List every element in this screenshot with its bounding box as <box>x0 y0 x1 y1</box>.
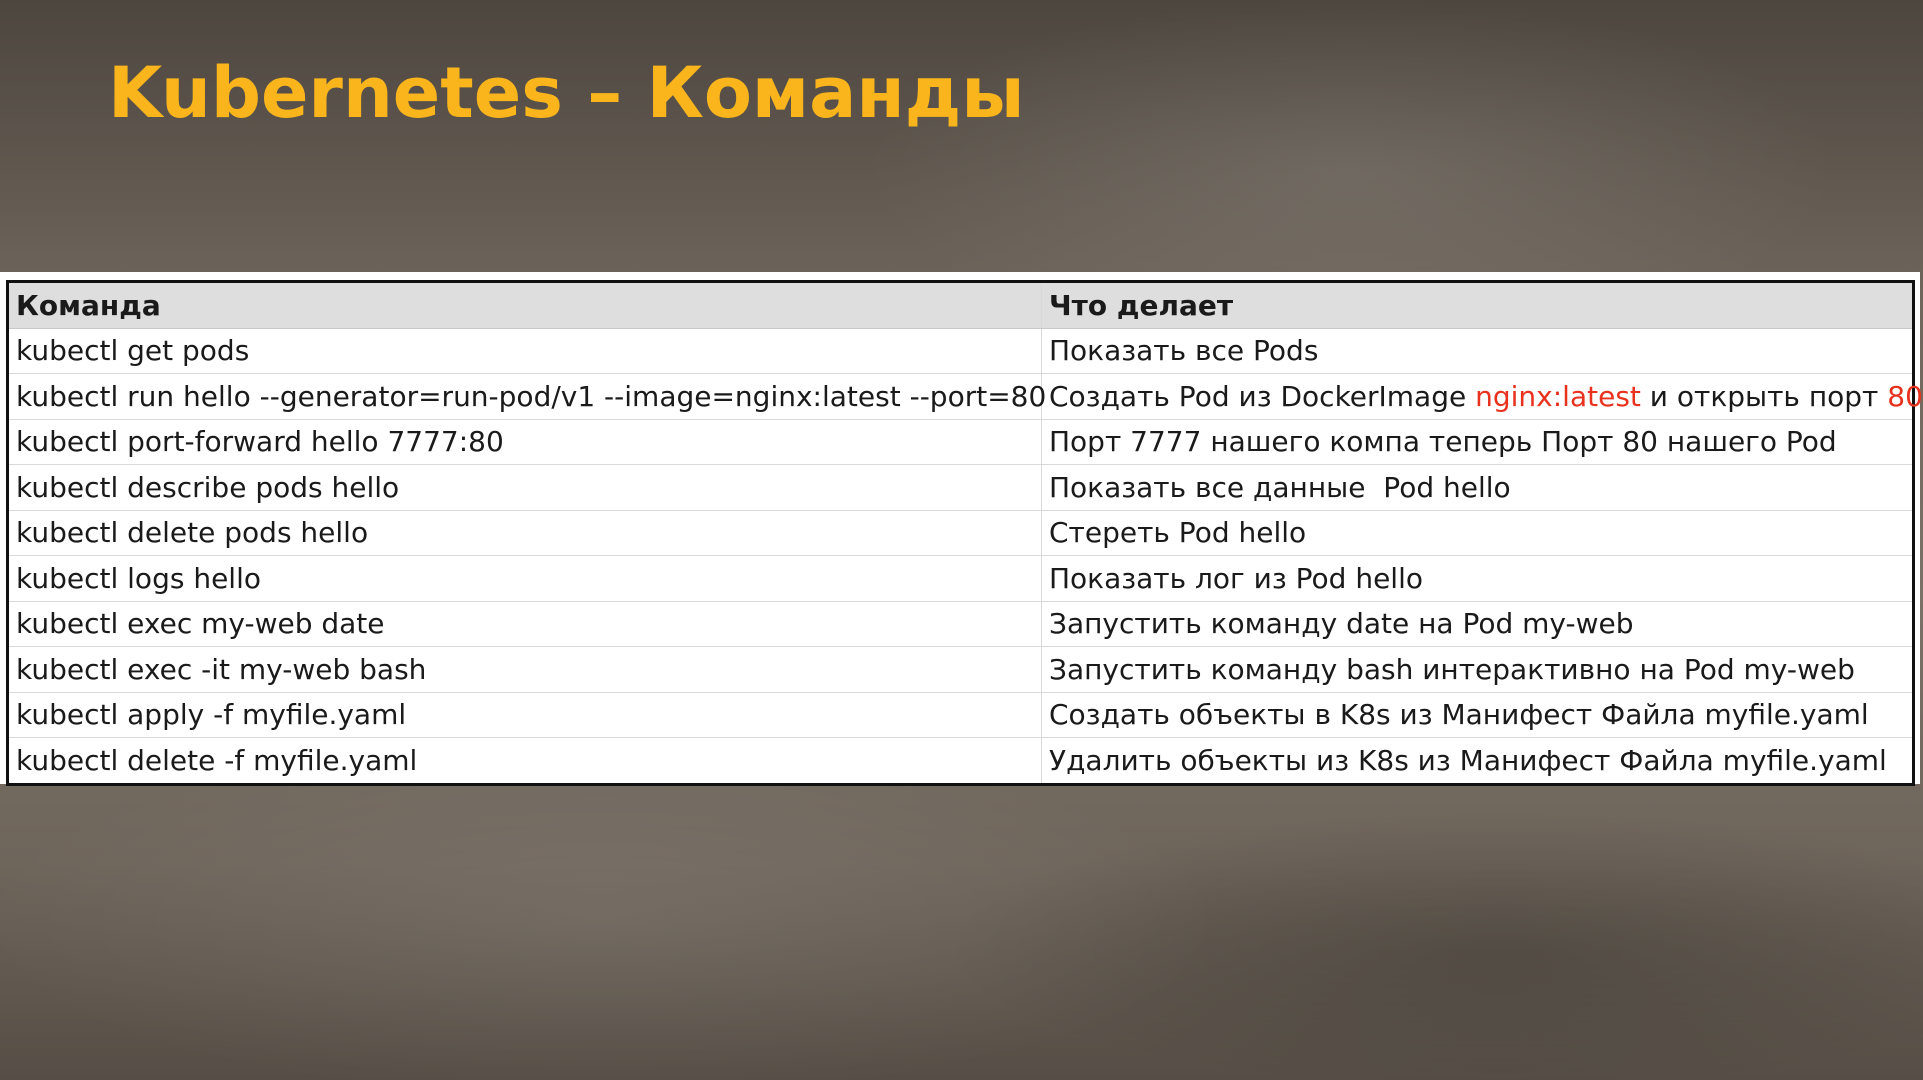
description-text: и открыть порт <box>1640 379 1888 413</box>
highlight-port: 80 <box>1887 379 1923 413</box>
table-row <box>8 374 1914 420</box>
table-row <box>8 465 1914 511</box>
description-cell <box>1042 374 1923 420</box>
command-cell: kubectl delete -f myfile.yaml <box>8 738 1042 785</box>
table-row <box>8 419 1914 465</box>
header-description: Что делает <box>1042 282 1914 329</box>
table-row <box>8 738 1914 785</box>
table-row <box>8 556 1914 602</box>
description-cell: Удалить объекты из K8s из Манифест Файла myfile.yaml <box>1049 743 1887 777</box>
table-header-row <box>8 282 1914 329</box>
command-cell: kubectl describe pods hello <box>8 465 1042 511</box>
highlight-image-name: nginx:latest <box>1475 379 1641 413</box>
table-sheet <box>0 272 1923 784</box>
table-row <box>8 510 1914 556</box>
description-cell: Показать все данные Pod hello <box>1042 465 1914 511</box>
commands-table <box>6 280 1923 786</box>
table-row <box>8 692 1914 738</box>
table-row <box>8 647 1914 693</box>
command-cell: kubectl logs hello <box>8 556 1042 602</box>
command-cell: kubectl exec -it my-web bash <box>8 647 1042 693</box>
description-cell: Стереть Pod hello <box>1042 510 1914 556</box>
slide-title: Kubernetes – Команды <box>108 52 1025 134</box>
command-cell: kubectl get pods <box>8 328 1042 374</box>
description-cell: Создать объекты в K8s из Манифест Файла myfile.yaml <box>1042 692 1914 738</box>
description-cell: Запустить команду bash интерактивно на Pod my-web <box>1042 647 1914 693</box>
description-cell: Показать лог из Pod hello <box>1042 556 1914 602</box>
table-row <box>8 601 1914 647</box>
description-text: Создать Pod из DockerImage <box>1049 379 1476 413</box>
command-cell: kubectl port-forward hello 7777:80 <box>8 419 1042 465</box>
command-cell: kubectl apply -f myfile.yaml <box>8 692 1042 738</box>
command-cell: kubectl delete pods hello <box>8 510 1042 556</box>
command-cell: kubectl exec my-web date <box>8 601 1042 647</box>
description-cell: Показать все Pods <box>1042 328 1914 374</box>
header-command: Команда <box>8 282 1042 329</box>
command-cell: kubectl run hello --generator=run-pod/v1 --image=nginx:latest --port=80 <box>8 374 1042 420</box>
description-cell: Запустить команду date на Pod my-web <box>1042 601 1914 647</box>
table-row <box>8 328 1914 374</box>
description-cell: Порт 7777 нашего компа теперь Порт 80 нашего Pod <box>1042 419 1914 465</box>
